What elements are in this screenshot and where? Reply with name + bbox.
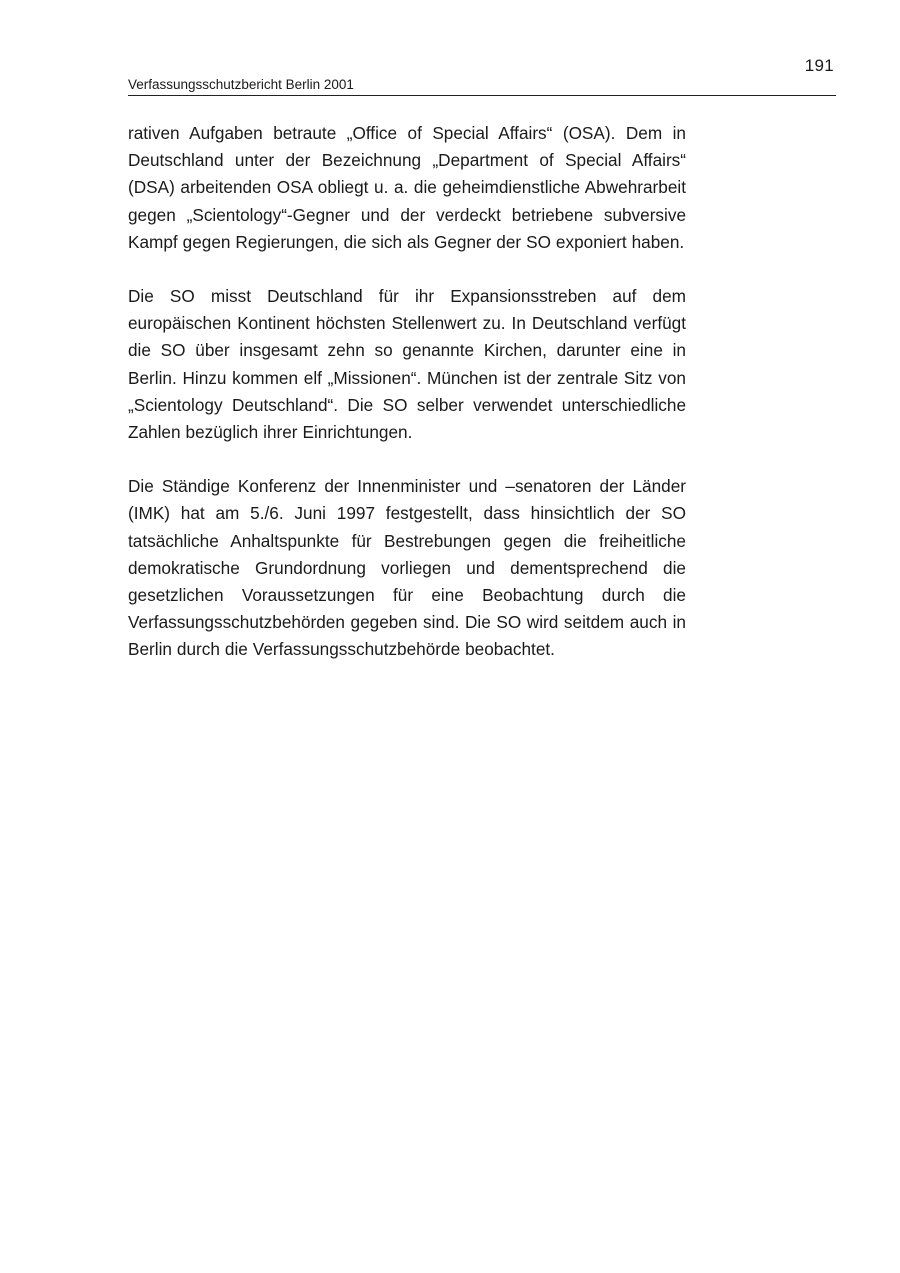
paragraph-1: rativen Aufgaben betraute „Office of Special Affairs“ (OSA). Dem in Deutschland unter der Bezeichnung „Department of Special Affairs“ (DSA) arbeitenden OSA obliegt u. a. die geheimdienstliche Abwehrarbeit gegen „Scientology“-Gegner und der verdeckt betriebene subversive Kampf gegen Regierungen, die sich als Gegner der SO exponiert haben. xyxy=(128,123,686,252)
paragraph-2: Die SO misst Deutschland für ihr Expansionsstreben auf dem europäischen Kontinent höchsten Stellenwert zu. In Deutschland verfügt die SO über insgesamt zehn so genannte Kirchen, darunter eine in Berlin. Hinzu kommen elf „Missionen“. München ist der zentrale Sitz von „Scientology Deutschland“. Die SO selber verwendet unterschiedliche Zahlen bezüglich ihrer Einrichtungen. xyxy=(128,286,686,443)
page-number: 191 xyxy=(804,56,834,75)
body-text xyxy=(128,120,686,664)
running-header: Verfassungsschutzbericht Berlin 2001 xyxy=(128,77,836,96)
paragraph-3: Die Ständige Konferenz der Innenminister und –senatoren der Länder (IMK) hat am 5./6. Juni 1997 festgestellt, dass hinsichtlich der SO tatsächliche Anhaltspunkte für Bestrebungen gegen die freiheitliche demokratische Grundordnung vorliegen und dementsprechend die gesetzlichen Voraussetzungen für eine Beobachtung durch die Verfassungsschutzbehörden gegeben sind. Die SO wird seitdem auch in Berlin durch die Verfassungsschutzbehörde beobachtet. xyxy=(128,476,686,660)
